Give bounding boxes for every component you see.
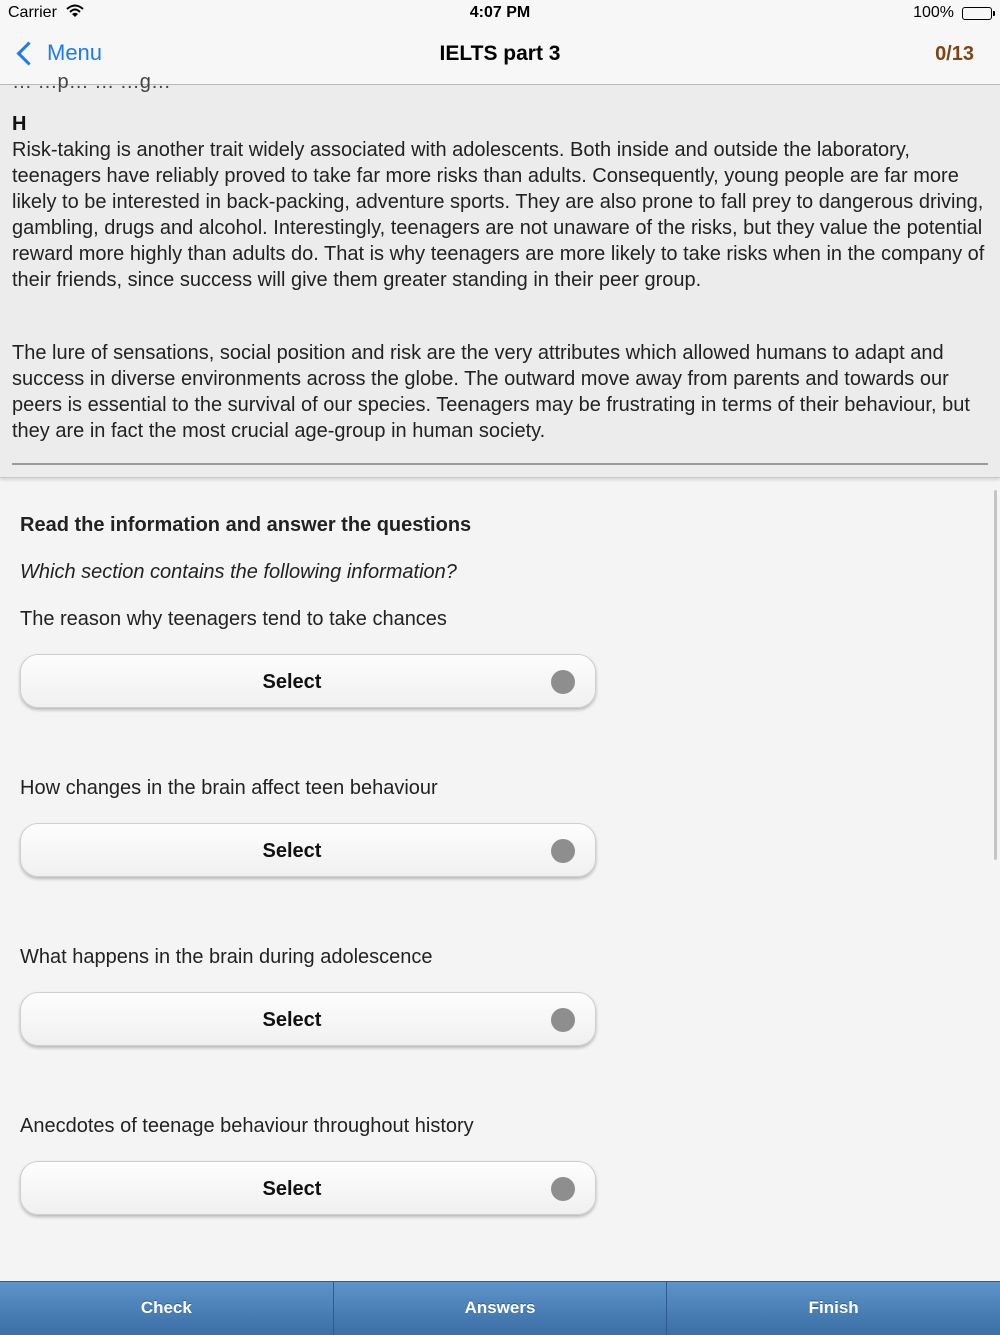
page-title: IELTS part 3 (439, 42, 561, 65)
select-label: Select (262, 671, 322, 693)
back-button-label: Menu (47, 40, 103, 65)
scrollbar[interactable] (994, 490, 997, 860)
bottom-toolbar (0, 1281, 1000, 1335)
circle-indicator-icon (551, 1177, 575, 1201)
question-label: What happens in the brain during adolescence (20, 946, 433, 968)
passage-paragraph: Risk-taking is another trait widely associated with adolescents. Both inside and outside the laboratory, teenagers have reliably proved to take far more risks than adults. Consequently, young people are far more likely to be interested in back-packing, adventure sports. They are also prone to fall prey to dangerous driving, gambling, drugs and alcohol. Interestingly, teenagers are not unaware of the risks, but they value the potential reward more highly than adults do. That is why teenagers are more likely to take risks when in the company of their friends, since success will give them greater standing in their peer group. (12, 139, 985, 291)
circle-indicator-icon (551, 670, 575, 694)
circle-indicator-icon (551, 839, 575, 863)
select-label: Select (262, 1178, 322, 1200)
answers-button[interactable]: Answers (334, 1282, 668, 1335)
finish-button[interactable]: Finish (808, 1298, 859, 1317)
select-label: Select (262, 1009, 322, 1031)
battery-icon (962, 7, 992, 20)
passage-paragraph: The lure of sensations, social position and risk are the very attributes which allowed humans to adapt and success in diverse environments across the globe. The outward move away from parents and towards our peers is essential to the survival of our species. Teenagers may be frustrating in terms of their behaviour, but they are in fact the most crucial age-group in human society. (12, 342, 970, 442)
select-label: Select (262, 840, 322, 862)
question-label: How changes in the brain affect teen behaviour (20, 777, 438, 799)
answer-select[interactable] (20, 654, 596, 708)
carrier-label: Carrier (8, 4, 57, 21)
clock: 4:07 PM (469, 4, 531, 21)
answer-select[interactable] (20, 1161, 596, 1215)
divider (12, 463, 988, 465)
status-bar (0, 0, 1000, 28)
question-label: The reason why teenagers tend to take chances (20, 608, 447, 630)
question-label: Anecdotes of teenage behaviour throughout history (20, 1115, 474, 1137)
check-button[interactable]: Check (0, 1282, 334, 1335)
questions-panel (0, 478, 1000, 1280)
circle-indicator-icon (551, 1008, 575, 1032)
battery-percent: 100% (913, 4, 954, 21)
clipped-line: … …p… … …g… (12, 71, 171, 93)
questions-instruction: Which section contains the following information? (20, 561, 457, 583)
reading-passage[interactable] (0, 71, 1000, 478)
answer-select[interactable] (20, 992, 596, 1046)
section-letter: H (12, 113, 27, 135)
progress-counter: 0/13 (935, 43, 974, 65)
answer-select[interactable] (20, 823, 596, 877)
questions-heading: Read the information and answer the questions (20, 514, 472, 536)
